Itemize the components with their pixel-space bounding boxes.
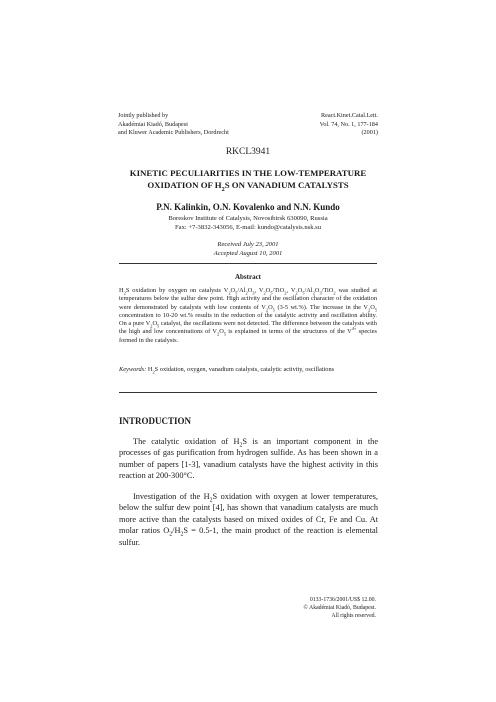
affiliation [0,214,496,232]
title-line-1: KINETIC PECULIARITIES IN THE LOW-TEMPERATURE [129,168,367,178]
title-line-2: OXIDATION OF $H_2S$ ON VANADIUM CATALYSTS [147,180,349,193]
authors: P.N. Kalinkin, O.N. Kovalenko and N.N. Kundo [156,202,340,212]
section-heading-introduction: INTRODUCTION [119,416,192,426]
institute: Boreskov Institute of Catalysis, Novosibirsk 630090, Russia [168,215,328,222]
keywords-label: Keywords: [119,366,147,373]
abstract-text: $H_2S$ oxidation by oxygen on catalysts $V_2O_5/Al_2O_3$, $V_2O_5/TiO_2$, $V_2O_5/Al_2O_3/TiO_2$ was studied at temperatures below the sulfur dew point. High activity and the oscillation character of the oxidation were demonstrated by catalysts with low contents of $V_2O_5$ (3-5 wt.%). The increase in the $V_2O_5$ concentration to 10-20 wt.% results in the reduction of the catalytic activity and oscillation ability. On a pure $V_2O_5$ catalyst, the oscillations were not detected. The difference between the catalysts with the high and low concentrations of $V_2O_5$ is explained in terms of the structures of the $V^{4+}$ species formed in the catalysts. [119,287,378,344]
accepted-date: Accepted August 10, 2001 [213,250,283,257]
publisher-line: and Kluwer Academic Publishers, Dordrecht [118,129,229,137]
journal-reference [320,112,378,138]
copyright-footer [303,596,376,620]
article-code: RKCL3941 [225,147,271,157]
abstract-heading: Abstract [234,273,262,281]
intro-paragraph-1: The catalytic oxidation of $H_2S$ is an important component in the processes of gas purification from hydrogen sulfide. As has been shown in a number of papers [1-3], vanadium catalysts have the highest activity in this reaction at 200-300°C. [119,437,379,481]
dates [0,240,496,258]
received-date: Received July 23, 2001 [217,241,279,248]
publisher-line: Jointly published by [118,112,169,119]
footer-line: 0133-1736/2001/US$ 12.00. [309,597,376,603]
keywords: Keywords: $H_2S$ oxidation, oxygen, vanadium catalysts, catalytic activity, oscillations [119,366,335,375]
intro-paragraph-2: Investigation of the $H_2S$ oxidation with oxygen at lower temperatures, below the sulfur dew point [4], has shown that vanadium catalysts are much more active than the catalysts based on mixed oxides of Cr, Fe and Cu. At molar ratios $O_2/H_2S = 0.5-1$, the main product of the reaction is elemental sulfur. [119,492,378,547]
divider-top [119,263,377,264]
paper-title [0,167,496,191]
journal-line: (2001) [361,129,378,137]
footer-line: © Akadémiai Kiadó, Budapest. [303,605,376,611]
publisher-line: Akadémiai Kiadó, Budapest [118,120,188,128]
footer-line: All rights reserved. [331,613,376,619]
journal-line: React.Kinet.Catal.Lett. [320,112,378,119]
journal-line: Vol. 74, No. 1, 177-184 [319,120,378,128]
contact-info: Fax: +7-3832-343056, E-mail: kundo@catalysis.nsk.su [174,224,322,231]
divider-bottom [119,392,377,393]
publisher-info [118,112,229,138]
